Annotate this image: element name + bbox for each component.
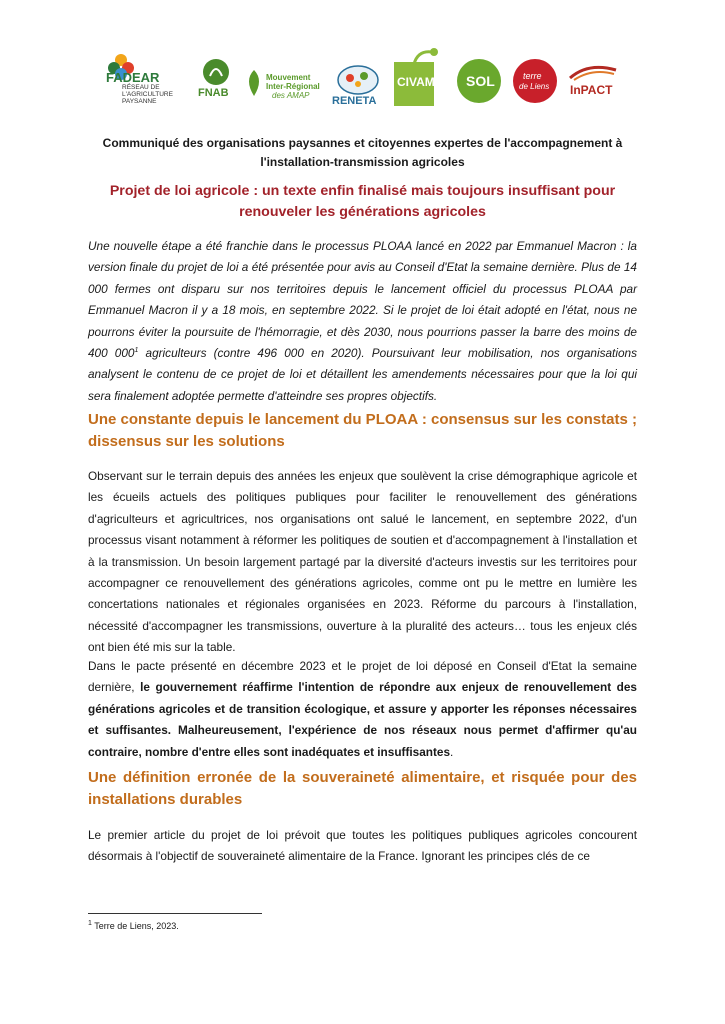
sol-logo bbox=[456, 46, 502, 110]
title-line2: renouveler les générations agricoles bbox=[239, 204, 486, 220]
section2-heading: Une définition erronée de la souveraineté alimentaire, et risquée pour des installations durables bbox=[88, 769, 637, 808]
sol-name: SOL bbox=[466, 73, 495, 89]
section2-paragraph1: Le premier article du projet de loi prévoit que toutes les politiques publiques agricoles concourent désormais à l'objectif de souveraineté alimentaire de la France. Ignorant les principes clés de ce bbox=[88, 828, 637, 864]
amap-logo bbox=[244, 46, 322, 110]
tdl-line1: terre bbox=[523, 71, 542, 81]
reneta-logo bbox=[332, 46, 386, 110]
fadear-sub2: L'AGRICULTURE bbox=[122, 91, 173, 98]
lead-text-end: agriculteurs (contre 496 000 en 2020). Poursuivant leur mobilisation, nos organisations analysent le contenu de ce projet de loi et détaillent les amendements nécessaires pour que la loi qui sera finalement adoptée permette d'atteindre ses propres objectifs. bbox=[88, 346, 637, 403]
reneta-name: RENETA bbox=[332, 95, 377, 107]
section1-paragraph2-end: . bbox=[450, 744, 454, 759]
amap-leaf-icon bbox=[244, 68, 264, 98]
section1-paragraph2-intro: Dans le pacte présenté en décembre 2023 et le projet de loi déposé en Conseil d'Etat la semaine dernière, bbox=[88, 659, 637, 695]
inpact-logo bbox=[566, 46, 624, 110]
footnote-number: 1 bbox=[88, 920, 92, 927]
partner-logos bbox=[104, 46, 624, 116]
fadear-sub1: RÉSEAU DE bbox=[122, 84, 160, 91]
communique-heading bbox=[70, 134, 655, 172]
tdl-line2: de Liens bbox=[519, 82, 550, 91]
amap-line2: Inter-Régional bbox=[266, 82, 320, 91]
fnab-emblem-icon bbox=[202, 58, 230, 86]
footnote-divider bbox=[88, 913, 262, 914]
communique-heading-line1: Communiqué des organisations paysannes et citoyennes expertes de l'accompagnement à bbox=[102, 136, 623, 150]
lead-text-start: Une nouvelle étape a été franchie dans le processus PLOAA lancé en 2022 par Emmanuel Macron : la version finale du projet de loi a été présentée pour avis au Conseil d'Etat la semaine dernière. Plus de 14 000 fermes ont disparu sur nos territoires depuis le lancement officiel du processus PLOAA par Emmanuel Macron il y a 18 mois, en septembre 2022. Si le projet de loi était adopté en l'état, nous ne pourrons éviter la poursuite de l'hémorragie, et dès 2030, nous pourrions passer la barre des moins de 400 000 bbox=[88, 239, 637, 361]
fadear-logo bbox=[104, 46, 184, 110]
terre-de-liens-circle-icon bbox=[512, 58, 558, 104]
reneta-drawing-icon bbox=[336, 62, 380, 96]
fnab-logo bbox=[196, 46, 240, 110]
fadear-sub3: PAYSANNE bbox=[122, 98, 157, 105]
section1-paragraph2-bold: le gouvernement réaffirme l'intention de répondre aux enjeux de renouvellement des générations agricoles et de transition écologique, et assure y apporter les réponses nécessaires et suffisantes. Malheureusement, l'expérience de nos réseaux nous permet d'affirmer qu'au contraire, nombre d'entre elles sont inadéquates et insuffisantes bbox=[88, 680, 637, 759]
fadear-name: FADEAR bbox=[106, 70, 160, 85]
terre-de-liens-logo bbox=[512, 46, 560, 110]
press-release-title bbox=[70, 181, 655, 223]
civam-logo bbox=[394, 46, 442, 110]
lead-paragraph bbox=[88, 236, 637, 407]
section1-paragraph2 bbox=[88, 656, 637, 763]
section1-paragraph1: Observant sur le terrain depuis des années les enjeux que soulèvent la crise démographique agricole et les écueils actuels des politiques publiques pour faciliter le renouvellement des générations d'agriculteurs et agricultrices, nos organisations ont salué le lancement, en septembre 2022, d'un processus visant notamment à réformer les politiques de soutien et d'accompagnement à l'installation et à la transmission. Un besoin largement partagé par la diversité d'acteurs investis sur les territoires pour accompagner ce renouvellement des générations agricoles, comme ont pu le mettre en lumière les concertations nationales et régionales organisées en 2023. Réforme du parcours à l'installation, nécessité d'accompagner les transmissions, ouverture à la pluralité des acteurs… tous les enjeux clés ont bien été mis sur la table. bbox=[88, 469, 637, 655]
communique-heading-line2: l'installation-transmission agricoles bbox=[260, 155, 465, 169]
civam-name: CIVAM bbox=[397, 75, 435, 89]
inpact-swoosh-icon bbox=[568, 62, 618, 82]
section1-heading: Une constante depuis le lancement du PLOAA : consensus sur les constats ; dissensus sur les solutions bbox=[88, 411, 637, 450]
footnote-ref[interactable]: 1 bbox=[134, 347, 139, 355]
amap-line3: des AMAP bbox=[272, 91, 310, 100]
footnote-text: Terre de Liens, 2023. bbox=[91, 921, 179, 931]
amap-line1: Mouvement bbox=[266, 73, 311, 82]
footnote bbox=[88, 921, 179, 931]
title-line1: Projet de loi agricole : un texte enfin finalisé mais toujours insuffisant pour bbox=[109, 183, 616, 199]
fnab-name: FNAB bbox=[198, 87, 229, 99]
inpact-name: InPACT bbox=[570, 83, 613, 97]
